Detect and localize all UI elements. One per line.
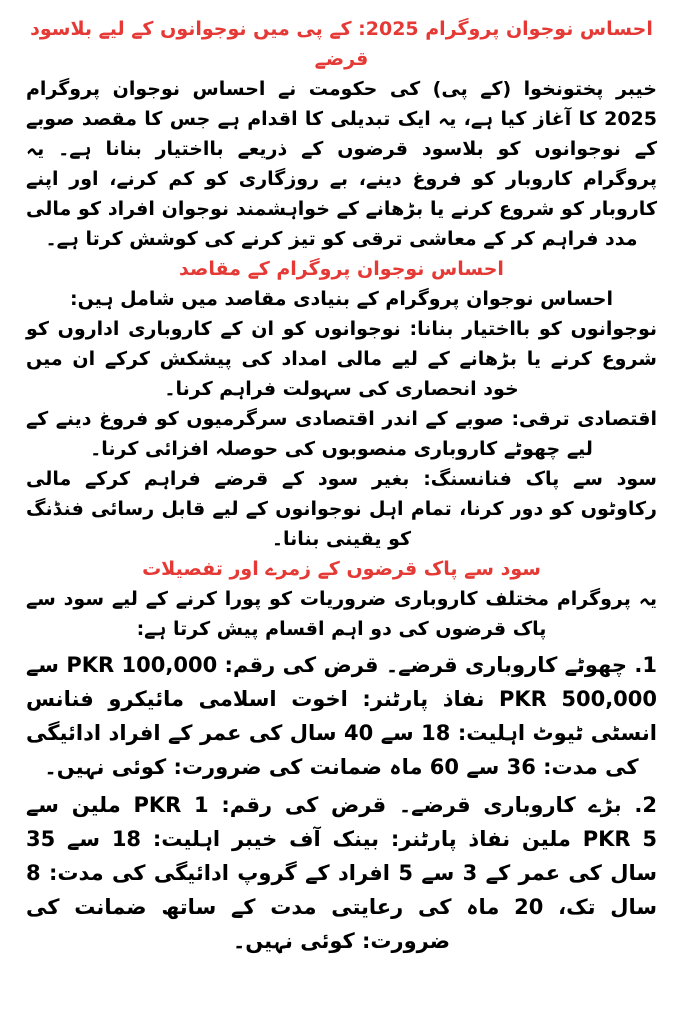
article-title: احساس نوجوان پروگرام 2025: کے پی میں نوجوانوں کے لیے بلاسود قرضے (30, 18, 653, 70)
objective-item-interest-free: سود سے پاک فنانسنگ: بغیر سود کے قرضے فراہم کرکے مالی رکاوٹوں کو دور کرنا، تمام اہل نوجوانوں کے لیے قابل رسائی فنڈنگ کو یقینی بنانا۔ (26, 468, 657, 550)
objective-item-empowerment: نوجوانوں کو بااختیار بنانا: نوجوانوں کو ان کے کاروباری اداروں کو شروع کرنے یا بڑھانے کے لیے مالی امداد کی پیشکش کرکے ان میں خود انحصاری کی سہولت فراہم کرنا۔ (26, 318, 657, 400)
objective-item-economic-growth: اقتصادی ترقی: صوبے کے اندر اقتصادی سرگرمیوں کو فروغ دینے کے لیے چھوٹے کاروباری منصوبوں کی حوصلہ افزائی کرنا۔ (26, 408, 657, 460)
objectives-intro: احساس نوجوان پروگرام کے بنیادی مقاصد میں شامل ہیں: (69, 288, 614, 310)
intro-paragraph: خیبر پختونخوا (کے پی) کی حکومت نے احساس نوجوان پروگرام 2025 کا آغاز کیا ہے، یہ ایک تبدیلی کا اقدام ہے جس کا مقصد صوبے کے نوجوانوں کو بلاسود قرضوں کے ذریعے بااختیار بنانا ہے۔ یہ پروگرام کاروبار کو فروغ دینے، بے روزگاری کو کم کرنے، اور اپنے کاروبار کو شروع کرنے یا بڑھانے کے خواہشمند نوجوان افراد کو مالی مدد فراہم کر کے معاشی ترقی کو تیز کرنے کی کوشش کرتا ہے۔ (26, 78, 657, 250)
loan-item-small-business: 1. چھوٹے کاروباری قرضے۔ قرض کی رقم: PKR 100,000 سے PKR 500,000 نفاذ پارٹنر: اخوت اسلامی مائیکرو فنانس انسٹی ٹیوٹ اہلیت: 18 سے 40 سال کی عمر کے افراد ادائیگی کی مدت: 36 سے 60 ماہ ضمانت کی ضرورت: کوئی نہیں۔ (26, 653, 658, 779)
categories-intro: یہ پروگرام مختلف کاروباری ضروریات کو پورا کرنے کے لیے سود سے پاک قرضوں کی دو اہم اقسام پیش کرتا ہے: (26, 588, 657, 640)
objectives-heading: احساس نوجوان پروگرام کے مقاصد (179, 258, 504, 280)
loan-item-large-business: 2. بڑے کاروباری قرضے۔ قرض کی رقم: PKR 1 ملین سے PKR 5 ملین نفاذ پارٹنر: بینک آف خیبر اہلیت: 18 سے 35 سال کی عمر کے 3 سے 5 افراد کے گروپ ادائیگی کی مدت: 8 سال تک، 20 ماہ کی رعایتی مدت کے ساتھ ضمانت کی ضرورت: کوئی نہیں۔ (26, 793, 658, 953)
categories-heading: سود سے پاک قرضوں کے زمرے اور تفصیلات (142, 558, 541, 580)
